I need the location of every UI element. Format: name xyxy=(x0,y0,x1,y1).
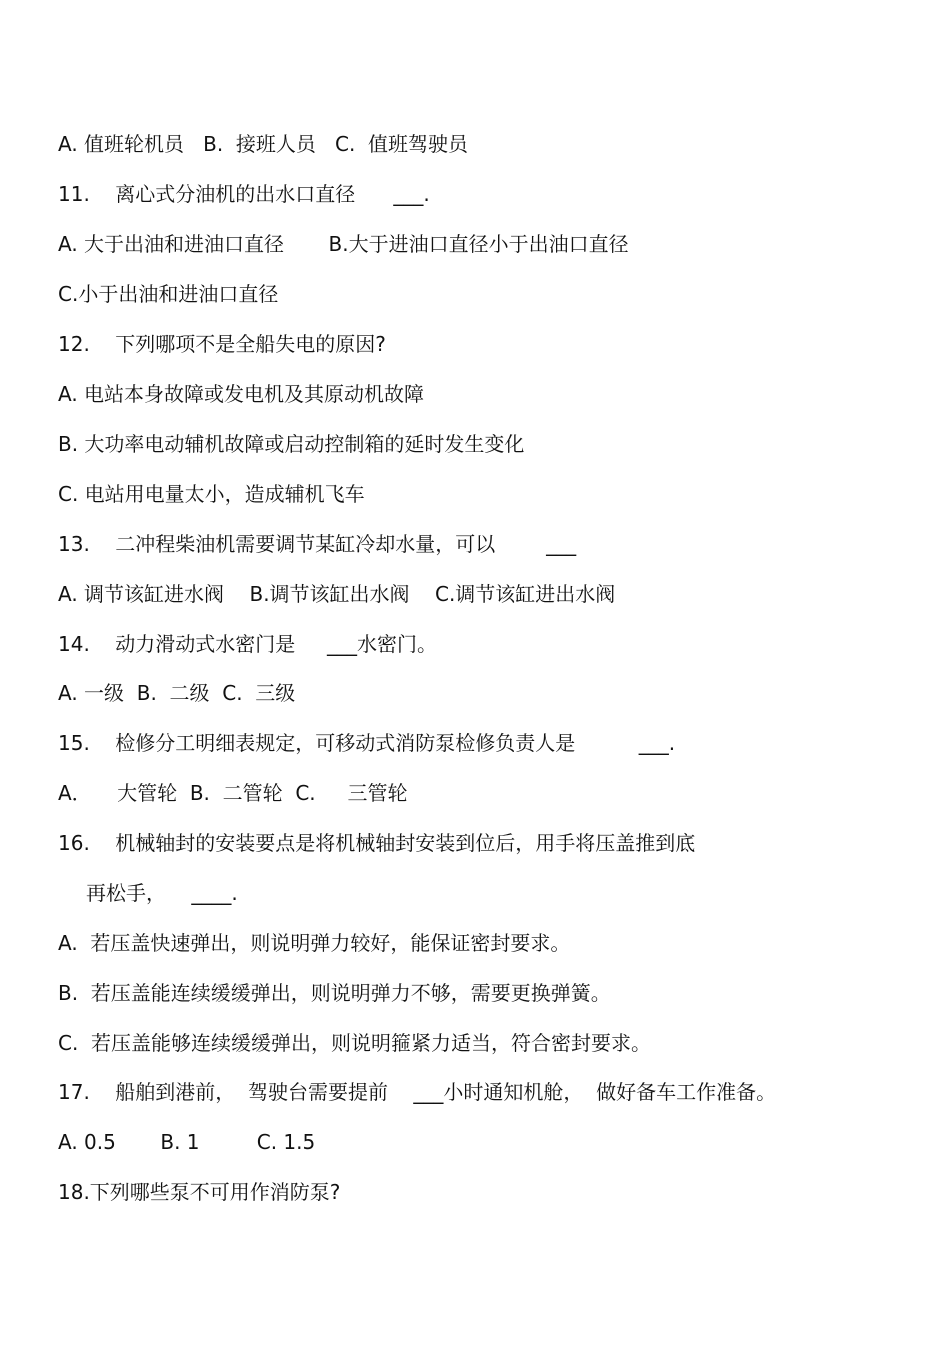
q16-question: 16. 机械轴封的安装要点是将机械轴封安装到位后，用手将压盖推到底 xyxy=(58,831,696,855)
q12-option-a: A. 电站本身故障或发电机及其原动机故障 xyxy=(58,382,425,406)
q15-options: A． 大管轮 B. 二管轮 C. 三管轮 xyxy=(58,781,408,805)
q11-options-ab: A. 大于出油和进油口直径 B.大于进油口直径小于出油口直径 xyxy=(58,232,629,256)
q16-option-b: B. 若压盖能连续缓缓弹出，则说明弹力不够，需要更换弹簧。 xyxy=(58,981,611,1005)
q14-question: 14. 动力滑动式水密门是 ___水密门。 xyxy=(58,632,438,656)
q13-options: A. 调节该缸进水阀 B.调节该缸出水阀 C.调节该缸进出水阀 xyxy=(58,582,616,606)
q11-option-c: C.小于出油和进油口直径 xyxy=(58,282,279,306)
q18-question: 18.下列哪些泵不可用作消防泵? xyxy=(58,1180,341,1204)
q16-option-c: C. 若压盖能够连续缓缓弹出，则说明箍紧力适当，符合密封要求。 xyxy=(58,1031,652,1055)
q17-options: A. 0.5 B. 1 C. 1.5 xyxy=(58,1130,316,1154)
q14-options: A. 一级 B. 二级 C. 三级 xyxy=(58,681,296,705)
q12-option-c: C. 电站用电量太小，造成辅机飞车 xyxy=(58,482,365,506)
q13-question: 13. 二冲程柴油机需要调节某缸冷却水量，可以 ___ xyxy=(58,532,577,556)
q10-options: A. 值班轮机员 B. 接班人员 C. 值班驾驶员 xyxy=(58,132,469,156)
q16-option-a: A. 若压盖快速弹出，则说明弹力较好，能保证密封要求。 xyxy=(58,931,571,955)
q15-question: 15. 检修分工明细表规定，可移动式消防泵检修负责人是 ___. xyxy=(58,731,676,755)
q11-question: 11. 离心式分油机的出水口直径 ___. xyxy=(58,182,430,206)
q16-question-continued: 再松手， ____. xyxy=(86,881,238,905)
q17-question: 17. 船舶到港前， 驾驶台需要提前 ___小时通知机舱， 做好备车工作准备。 xyxy=(58,1080,777,1104)
q12-question: 12. 下列哪项不是全船失电的原因? xyxy=(58,332,386,356)
q12-option-b: B. 大功率电动辅机故障或启动控制箱的延时发生变化 xyxy=(58,432,525,456)
